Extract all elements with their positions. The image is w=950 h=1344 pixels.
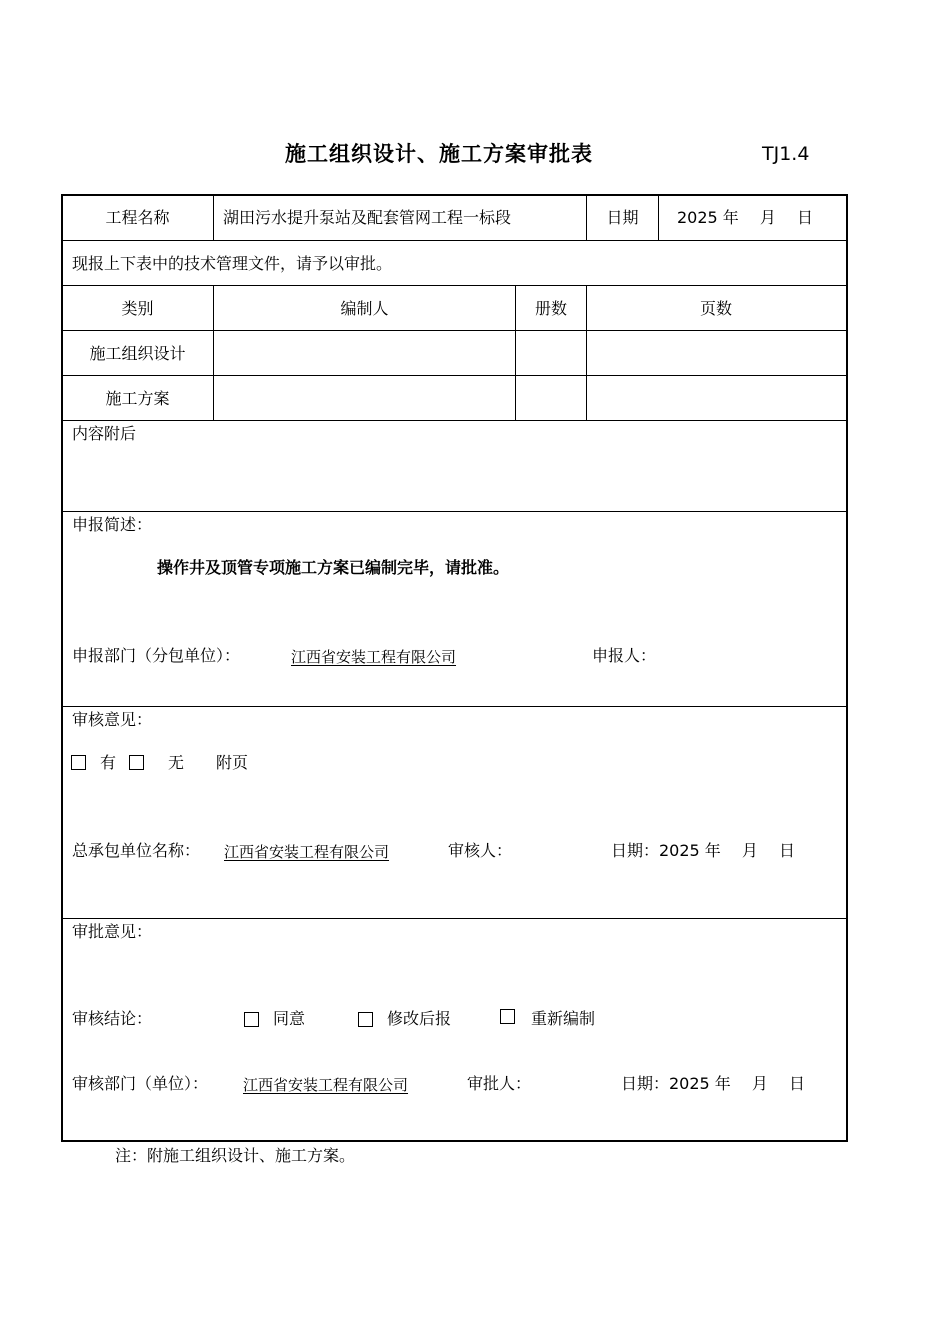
row-divider [62,918,846,919]
row-divider [62,285,846,286]
gc-value: 江西省安装工程有限公司 [224,843,390,861]
option-no-label: 无 [168,753,185,772]
option-yes-label: 有 [100,753,117,772]
approval-dept-value: 江西省安装工程有限公司 [243,1076,409,1094]
header-author: 编制人 [340,299,389,318]
row-divider [62,330,846,331]
col-divider [658,196,659,240]
project-name-label: 工程名称 [105,208,170,227]
conclusion-label: 审核结论： [72,1009,153,1028]
option-agree-label: 同意 [273,1009,306,1028]
project-name-value: 湖田污水提升泵站及配套管网工程一标段 [223,208,512,227]
report-dept-value: 江西省安装工程有限公司 [291,648,457,666]
reporter-label: 申报人： [592,646,657,665]
row-category: 施工组织设计 [89,344,186,363]
date-value: 2025 年 月 日 [677,208,813,227]
approver-label: 审批人： [467,1074,532,1093]
checkbox-redo[interactable] [500,1009,515,1024]
review-label: 审核意见： [72,710,153,729]
form-table [61,194,848,1142]
header-volumes: 册数 [534,299,567,318]
checkbox-yes[interactable] [71,755,86,770]
approval-label: 审批意见： [72,922,153,941]
approval-dept-label: 审核部门（单位）： [72,1074,209,1093]
form-code: TJ1.4 [762,143,810,165]
option-redo-label: 重新编制 [531,1009,596,1028]
review-date: 日期：2025 年 月 日 [611,841,795,860]
col-divider [213,196,214,240]
row-divider [62,511,846,512]
checkbox-agree[interactable] [244,1012,259,1027]
attachment-note: 内容附后 [72,424,137,443]
option-revise-label: 修改后报 [387,1009,452,1028]
date-label: 日期 [606,208,639,227]
checkbox-revise[interactable] [358,1012,373,1027]
option-attach-label: 附页 [216,753,249,772]
row-category: 施工方案 [105,389,170,408]
footnote: 注：附施工组织设计、施工方案。 [115,1146,356,1165]
header-category: 类别 [121,299,154,318]
gc-label: 总承包单位名称： [72,841,201,860]
row-divider [62,706,846,707]
reviewer-label: 审核人： [448,841,513,860]
row-divider [62,375,846,376]
intro-text: 现报上下表中的技术管理文件，请予以审批。 [72,254,393,273]
form-title: 施工组织设计、施工方案审批表 [285,142,593,166]
report-body: 操作井及顶管专项施工方案已编制完毕，请批准。 [157,558,510,577]
row-divider [62,240,846,241]
checkbox-no[interactable] [129,755,144,770]
report-dept-label: 申报部门（分包单位）： [72,646,241,665]
report-label: 申报简述： [72,515,153,534]
header-pages: 页数 [699,299,732,318]
row-divider [62,420,846,421]
approval-date: 日期：2025 年 月 日 [621,1074,805,1093]
